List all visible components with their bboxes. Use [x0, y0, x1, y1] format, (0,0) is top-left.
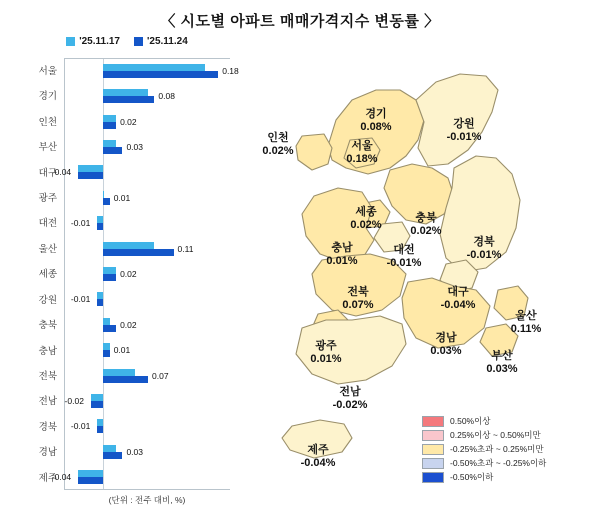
- legend-label-prev: '25.11.17: [79, 36, 120, 47]
- bar-prev: [103, 242, 154, 249]
- map-region-name: 경남: [435, 332, 457, 344]
- map-label-15: [310, 386, 390, 411]
- bar-prev: [97, 292, 103, 299]
- map-region-value: 0.01%: [326, 254, 358, 267]
- map-region-value: 0.02%: [262, 144, 294, 157]
- bar-prev: [78, 165, 104, 172]
- bar-row: [38, 313, 230, 338]
- color-legend-swatch: [422, 472, 444, 483]
- map-region-name: 전남: [339, 386, 361, 398]
- bar-curr: [103, 122, 116, 129]
- map-label-2: [238, 132, 318, 157]
- map-label-0: [336, 108, 416, 133]
- color-legend-swatch: [422, 444, 444, 455]
- map-region-name: 울산: [515, 310, 537, 322]
- bar-value-label: 0.11: [177, 243, 194, 254]
- bar-row: [38, 59, 239, 84]
- bar-curr: [103, 350, 109, 357]
- bar-curr: [103, 96, 154, 103]
- map-region-value: -0.01%: [446, 130, 482, 143]
- bar-row-label: 전남: [38, 396, 57, 408]
- bar-curr: [97, 223, 103, 230]
- map-region-name: 인천: [267, 132, 289, 144]
- bar-row: [38, 84, 230, 109]
- map-region-name: 광주: [315, 340, 337, 352]
- bar-row-label: 대구: [38, 167, 57, 179]
- bar-prev: [97, 419, 103, 426]
- map-region-name: 경북: [473, 236, 495, 248]
- bar-curr: [78, 477, 104, 484]
- bar-row: [38, 440, 230, 465]
- bar-row-label: 광주: [38, 193, 57, 205]
- map-region-name: 충북: [415, 212, 437, 224]
- bar-prev: [78, 470, 104, 477]
- map-region-value: 0.01%: [310, 352, 342, 365]
- map-region-name: 대구: [447, 286, 469, 298]
- bar-curr: [78, 172, 104, 179]
- legend-swatch-prev: [66, 37, 75, 46]
- map-label-13: [462, 350, 542, 375]
- map-region-name: 강원: [453, 118, 475, 130]
- bar-value-label: -0.02: [64, 396, 84, 407]
- bar-curr: [103, 71, 218, 78]
- bar-curr: [97, 426, 103, 433]
- color-legend-row: [422, 456, 570, 470]
- bar-row: [38, 288, 230, 313]
- bar-value-label: -0.01: [70, 421, 91, 432]
- map-region-value: 0.02%: [350, 218, 382, 231]
- map-label-16: [278, 444, 358, 469]
- bar-prev: [97, 216, 103, 223]
- map-region-name: 대전: [393, 244, 415, 256]
- unit-note: (단위 : 전주 대비, %): [108, 495, 186, 505]
- bar-curr: [103, 249, 173, 256]
- color-legend-label: -0.50%초과 ~ -0.25%이하: [450, 458, 547, 468]
- bar-row: [38, 211, 230, 236]
- map-label-3: [322, 140, 402, 165]
- bar-row-label: 제주: [38, 472, 57, 484]
- bar-prev: [103, 343, 109, 350]
- color-legend-swatch: [422, 416, 444, 427]
- bar-value-label: -0.04: [51, 167, 72, 178]
- bar-row: [38, 186, 230, 211]
- bar-row-label: 울산: [38, 243, 57, 255]
- map-label-8: [364, 244, 444, 269]
- map-label-14: [286, 340, 366, 365]
- bar-value-label: -0.01: [70, 294, 91, 305]
- bar-chart: [18, 58, 239, 505]
- bar-row-label: 경북: [38, 421, 57, 433]
- bar-row: [38, 135, 230, 160]
- bar-prev: [103, 267, 116, 274]
- bar-prev: [103, 140, 116, 147]
- map-region-value: 0.03%: [430, 344, 462, 357]
- map-region-value: 0.07%: [342, 298, 374, 311]
- legend-swatch-curr: [134, 37, 143, 46]
- color-legend-row: [422, 470, 570, 484]
- map-region-value: -0.02%: [332, 398, 368, 411]
- bar-prev: [103, 89, 148, 96]
- bar-value-label: 0.03: [126, 446, 143, 457]
- bar-row-label: 대전: [38, 218, 57, 230]
- bar-value-label: 0.07: [152, 370, 169, 381]
- bar-row: [38, 237, 230, 262]
- map-region-value: -0.04%: [300, 456, 336, 469]
- bar-row: [38, 415, 230, 440]
- bar-row-label: 인천: [38, 116, 57, 128]
- map-region-name: 전북: [347, 286, 369, 298]
- bar-row-label: 충북: [38, 320, 57, 332]
- bar-row: [38, 389, 230, 414]
- bar-prev: [103, 445, 116, 452]
- color-legend-label: 0.50%이상: [450, 416, 491, 426]
- map-label-6: [444, 236, 524, 261]
- bar-curr: [103, 198, 109, 205]
- color-legend-swatch: [422, 430, 444, 441]
- bar-value-label: 0.03: [126, 141, 143, 152]
- bar-row: [38, 364, 230, 389]
- bar-row-label: 경기: [38, 91, 57, 103]
- map-region-name: 부산: [491, 350, 513, 362]
- bar-curr: [103, 325, 116, 332]
- bar-prev: [103, 369, 135, 376]
- bar-row: [38, 110, 230, 135]
- bar-row-label: 충남: [38, 345, 57, 357]
- bar-value-label: 0.02: [120, 116, 137, 127]
- page-title: 〈 시도별 아파트 매매가격지수 변동률 〉: [160, 13, 440, 30]
- legend-label-curr: '25.11.24: [147, 36, 188, 47]
- series-legend: [22, 36, 232, 47]
- map-region-value: -0.04%: [440, 298, 476, 311]
- map-region-value: -0.01%: [466, 248, 502, 261]
- map-region-name: 세종: [355, 206, 377, 218]
- map-label-9: [418, 286, 498, 311]
- bar-prev: [103, 64, 205, 71]
- bar-row: [38, 466, 230, 491]
- bar-prev: [103, 191, 104, 198]
- bar-prev: [91, 394, 104, 401]
- bar-value-label: 0.01: [113, 192, 131, 203]
- color-legend-label: -0.25%초과 ~ 0.25%미만: [450, 444, 544, 454]
- map-label-10: [486, 310, 566, 335]
- map-region-name: 제주: [307, 444, 329, 456]
- map-region-value: 0.08%: [360, 120, 392, 133]
- map-label-11: [318, 286, 398, 311]
- bar-value-label: 0.18: [222, 65, 239, 76]
- bar-row-label: 부산: [38, 142, 57, 154]
- map-region-value: 0.03%: [486, 362, 518, 375]
- bar-curr: [91, 401, 104, 408]
- color-legend-label: 0.25%이상 ~ 0.50%미만: [450, 430, 541, 440]
- color-legend-row: [422, 442, 570, 456]
- bar-curr: [103, 376, 148, 383]
- color-legend-label: -0.50%이하: [450, 472, 494, 482]
- bar-row-label: 서울: [38, 66, 57, 77]
- legend-item-prev: [66, 36, 120, 47]
- map-label-1: [424, 118, 504, 143]
- map-region-value: -0.01%: [386, 256, 422, 269]
- bar-prev: [103, 115, 116, 122]
- bar-curr: [97, 299, 103, 306]
- bar-curr: [103, 274, 116, 281]
- bar-prev: [103, 318, 109, 325]
- bar-row: [38, 161, 230, 186]
- bar-value-label: -0.01: [70, 218, 91, 229]
- bar-value-label: 0.08: [158, 91, 175, 102]
- bar-value-label: 0.02: [120, 319, 137, 330]
- bar-value-label: -0.04: [51, 472, 72, 483]
- bar-row-label: 강원: [38, 294, 57, 306]
- bar-chart-plot-area: [38, 58, 239, 490]
- color-scale-legend: [422, 414, 570, 484]
- map-region-value: 0.18%: [346, 152, 378, 165]
- color-legend-row: [422, 428, 570, 442]
- map-region-name: 경기: [365, 108, 387, 120]
- map-region-value: 0.11%: [510, 322, 542, 335]
- bar-curr: [103, 452, 122, 459]
- bar-value-label: 0.01: [113, 345, 131, 356]
- bar-row: [38, 262, 230, 287]
- map-region-value: 0.02%: [410, 224, 442, 237]
- bar-curr: [103, 147, 122, 154]
- map-region-name: 서울: [351, 140, 373, 152]
- map-region-name: 충남: [331, 242, 353, 254]
- bar-row-label: 경남: [38, 447, 57, 459]
- color-legend-row: [422, 414, 570, 428]
- color-legend-swatch: [422, 458, 444, 469]
- bar-row: [38, 339, 230, 364]
- bar-value-label: 0.02: [120, 268, 137, 279]
- bar-row-label: 전북: [38, 370, 57, 382]
- map-label-5: [326, 206, 406, 231]
- legend-item-curr: [134, 36, 188, 47]
- bar-row-label: 세종: [38, 269, 57, 281]
